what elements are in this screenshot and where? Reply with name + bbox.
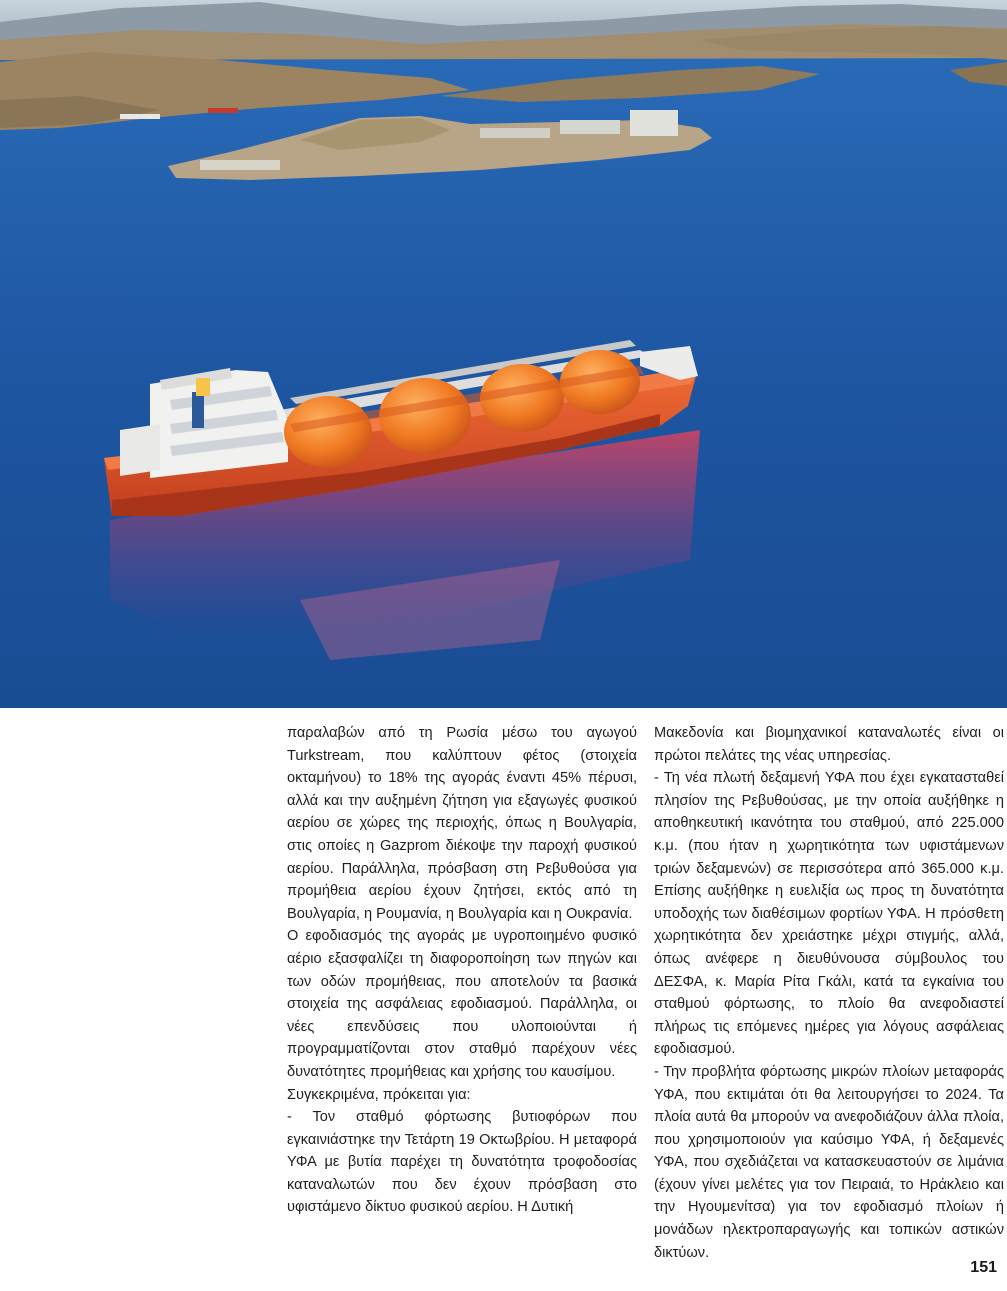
paragraph: - Τη νέα πλωτή δεξαμενή ΥΦΑ που έχει εγκατασταθεί πλησίον της Ρεβυθούσας, με την οποία αυξήθηκε η αποθηκευτική ικανότητα του σταθμού, από 225.000 κ.μ. (που ήταν η χωρητικότητα των υφιστάμενων τριών δεξαμενών) σε περισσότερα από 365.000 κ.μ. Επίσης αυξήθηκε η ευελιξία ως προς τη δυνατότητα υποδοχής των διαθέσιμων φορτίων ΥΦΑ. Η πρόσθετη χωρητικότητα δεν χρειάστηκε μέχρι στιγμής, αλλά, όπως ανέφερε η διευθύνουσα σύμβουλος του ΔΕΣΦΑ, κ. Μαρία Ρίτα Γκάλι, κατά τα εγκαίνια του σταθμού φόρτωσης, το πλοίο θα ανεφοδιαστεί πλήρως τις επόμενες ημέρες για λόγους ασφάλειας εφοδιασμού. [654, 770, 1004, 1058]
paragraph: Συγκεκριμένα, πρόκειται για: [287, 1086, 471, 1103]
paragraph: - Τον σταθμό φόρτωσης βυτιοφόρων που εγκαινιάστηκε την Τετάρτη 19 Οκτωβρίου. Η μεταφορά ΥΦΑ με βυτία παρέχει τη δυνατότητα τροφοδοσίας καταναλωτών που δεν έχουν πρόσβαση στο υφιστάμενο δίκτυο φυσικού αερίου. Η Δυτική [287, 1109, 637, 1216]
paragraph: - Την προβλήτα φόρτωσης μικρών πλοίων μεταφοράς ΥΦΑ, που εκτιμάται ότι θα λειτουργήσει το 2024. Τα πλοία αυτά θα μπορούν να ανεφοδιάζουν άλλα πλοία, που χρησιμοποιούν για καύσιμο ΥΦΑ, ή δεξαμενές ΥΦΑ, που σχεδιάζεται να κατασκευαστούν σε λιμάνια (έχουν γίνει μελέτες για τον Πειραιά, το Ηράκλειο και την Ηγουμενίτσα) για τον εφοδιασμό πλοίων ή μονάδων ηλεκτροπαραγωγής και τοπικών αστικών δικτύων. [654, 1063, 1004, 1261]
article-column-right [654, 722, 1004, 1264]
page-number: 151 [970, 1259, 997, 1276]
paragraph: παραλαβών από τη Ρωσία μέσω του αγωγού Turkstream, που καλύπτουν φέτος (στοιχεία οκταμήνου) το 18% της αγοράς έναντι 45% πέρυσι, αλλά και την αυξημένη ζήτηση για εξαγωγές φυσικού αερίου σε χώρες της περιοχής, όπως η Βουλγαρία, στις οποίες η Gazprom διέκοψε την παροχή φυσικού αερίου. Παράλληλα, πρόσβαση στη Ρεβυθούσα για προμήθεια αερίου έχουν ζητήσει, εκτός από τη Βουλγαρία, η Ρουμανία, η Βουλγαρία και η Ουκρανία. [287, 725, 637, 922]
paragraph: Ο εφοδιασμός της αγοράς με υγροποιημένο φυσικό αέριο εξασφαλίζει τη διαφοροποίηση των πηγών και των οδών προμήθειας, που αποτελούν τα βασικά στοιχεία της ασφάλειας εφοδιασμού. Παράλληλα, οι νέες επενδύσεις που υλοποιούνται ή προγραμματίζονται στον σταθμό παρέχουν νέες δυνατότητες προμήθειας και χρήσης του καυσίμου. [287, 928, 637, 1080]
paragraph: Μακεδονία και βιομηχανικοί καταναλωτές είναι οι πρώτοι πελάτες της νέας υπηρεσίας. [654, 725, 1004, 764]
article-column-left [287, 722, 637, 1219]
